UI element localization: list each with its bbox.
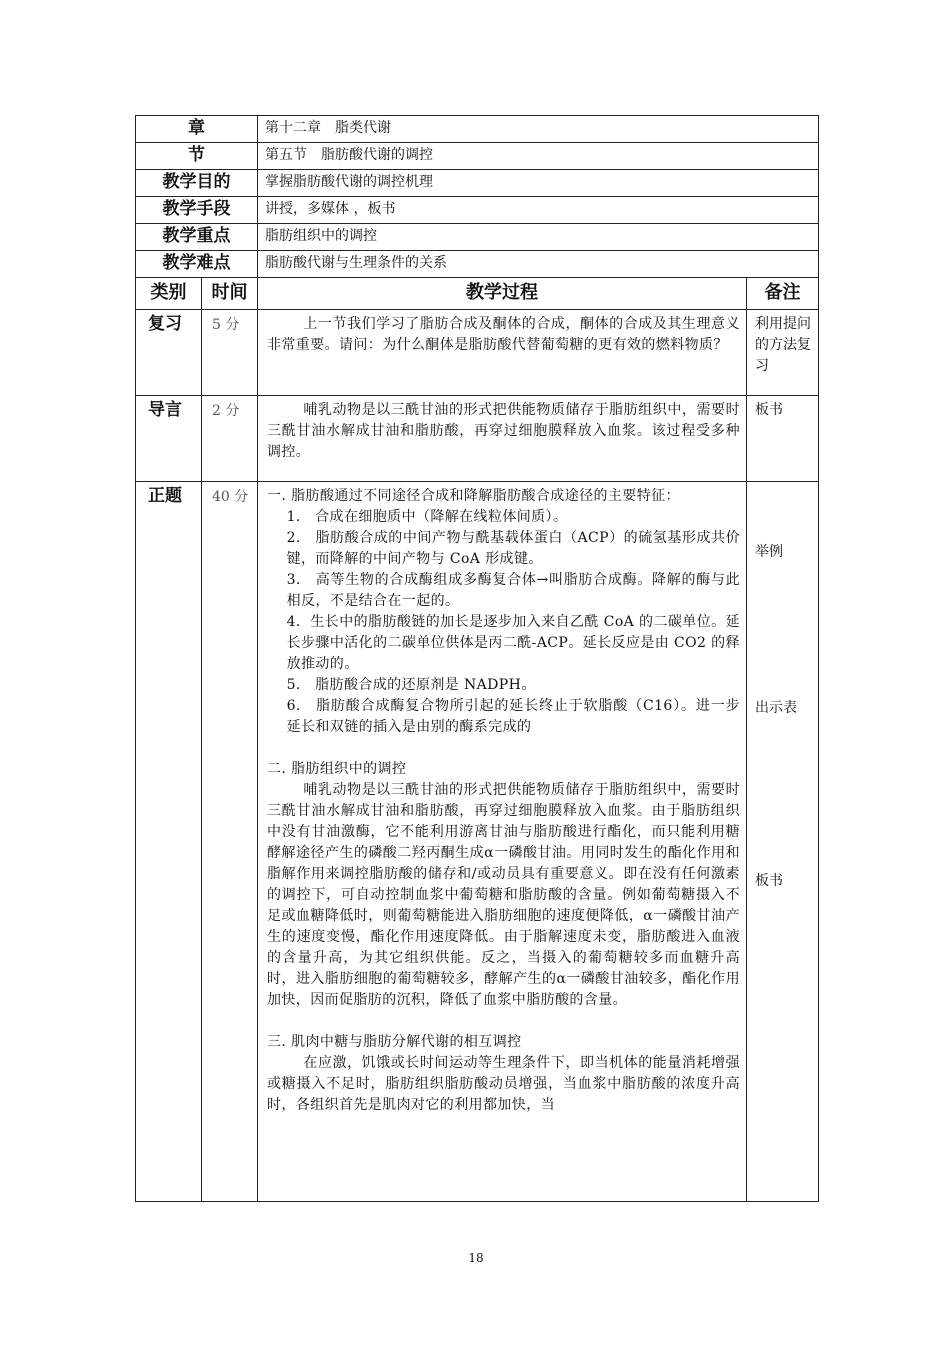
section-3-title: 三. 肌肉中糖与脂肪分解代谢的相互调控 bbox=[267, 1034, 522, 1050]
focus-value: 脂肪组织中的调控 bbox=[258, 224, 819, 251]
feature-item-3: 3. 高等生物的合成酶组成多酶复合体→叫脂肪合成酶。降解的酶与此相反，不是结合在一起的。 bbox=[286, 572, 740, 609]
review-category: 复习 bbox=[136, 310, 202, 396]
note-table: 出示表 bbox=[755, 700, 797, 716]
intro-time: 2 分 bbox=[202, 396, 258, 482]
intro-text: 哺乳动物是以三酰甘油的形式把供能物质储存于脂肪组织中，需要时三酰甘油水解成甘油和脂肪酸，再穿过细胞膜释放入血浆。该过程受多种调控。 bbox=[267, 402, 740, 460]
chapter-value: 第十二章 脂类代谢 bbox=[258, 116, 819, 143]
focus-label: 教学重点 bbox=[136, 224, 258, 251]
section-3-text: 在应激，饥饿或长时间运动等生理条件下，即当机体的能量消耗增强或糖摄入不足时，脂肪组织脂肪酸动员增强，当血浆中脂肪酸的浓度升高时，各组织首先是肌肉对它的利用都加快，当 bbox=[267, 1055, 740, 1113]
section-2-title: 二. 脂肪组织中的调控 bbox=[267, 761, 407, 777]
column-header-time: 时间 bbox=[202, 278, 258, 310]
intro-process bbox=[258, 396, 747, 482]
means-value: 讲授，多媒体 ，板书 bbox=[258, 197, 819, 224]
goal-value: 掌握脂肪酸代谢的调控机理 bbox=[258, 170, 819, 197]
note-board: 板书 bbox=[755, 873, 783, 889]
lesson-plan-table bbox=[135, 115, 819, 1202]
page-number: 18 bbox=[468, 1251, 484, 1265]
review-time: 5 分 bbox=[202, 310, 258, 396]
difficulty-label: 教学难点 bbox=[136, 251, 258, 278]
section-value: 第五节 脂肪酸代谢的调控 bbox=[258, 143, 819, 170]
main-category: 正题 bbox=[136, 482, 202, 1202]
main-time: 40 分 bbox=[202, 482, 258, 1202]
goal-label: 教学目的 bbox=[136, 170, 258, 197]
column-header-process: 教学过程 bbox=[258, 278, 747, 310]
review-process bbox=[258, 310, 747, 396]
feature-item-4: 4．生长中的脂肪酸链的加长是逐步加入来自乙酰 CoA 的二碳单位。延长步骤中活化的二碳单位供体是丙二酰-ACP。延长反应是由 CO2 的释放推动的。 bbox=[286, 614, 740, 672]
feature-item-6: 6. 脂肪酸合成酶复合物所引起的延长终止于软脂酸（C16）。进一步延长和双链的插入是由别的酶系完成的 bbox=[286, 698, 740, 735]
review-note: 利用提问的方法复习 bbox=[747, 310, 819, 396]
review-text: 上一节我们学习了脂肪合成及酮体的合成，酮体的合成及其生理意义非常重要。请问：为什么酮体是脂肪酸代替葡萄糖的更有效的燃料物质？ bbox=[267, 316, 740, 353]
section-label: 节 bbox=[136, 143, 258, 170]
column-header-category: 类别 bbox=[136, 278, 202, 310]
feature-item-2: 2. 脂肪酸合成的中间产物与酰基载体蛋白（ACP）的硫氢基形成共价键，而降解的中间产物与 CoA 形成键。 bbox=[286, 530, 740, 567]
column-header-note: 备注 bbox=[747, 278, 819, 310]
feature-list bbox=[267, 507, 740, 738]
section-1-title: 一. 脂肪酸通过不同途径合成和降解脂肪酸合成途径的主要特征： bbox=[267, 488, 680, 504]
difficulty-value: 脂肪酸代谢与生理条件的关系 bbox=[258, 251, 819, 278]
note-example: 举例 bbox=[755, 544, 783, 560]
intro-note: 板书 bbox=[747, 396, 819, 482]
chapter-label: 章 bbox=[136, 116, 258, 143]
section-2-text: 哺乳动物是以三酰甘油的形式把供能物质储存于脂肪组织中，需要时三酰甘油水解成甘油和脂肪酸，再穿过细胞膜释放入血浆。由于脂肪组织中没有甘油激酶，它不能利用游离甘油与脂肪酸进行酯化，而只能利用糖酵解途径产生的磷酸二羟丙酮生成α一磷酸甘油。用同时发生的酯化作用和脂解作用来调控脂肪酸的储存和/或动员具有重要意义。即在没有任何激素的调控下，可自动控制血浆中葡萄糖和脂肪酸的含量。例如葡萄糖摄入不足或血糖降低时，则葡萄糖能进入脂肪细胞的速度便降低，α一磷酸甘油产生的速度变慢，酯化作用速度降低。由于脂解速度未变，脂肪酸进入血液的含量升高，为其它组织供能。反之，当摄入的葡萄糖较多而血糖升高时，进入脂肪细胞的葡萄糖较多，酵解产生的α一磷酸甘油较多，酯化作用加快，因而促脂肪的沉积，降低了血浆中脂肪酸的含量。 bbox=[267, 782, 740, 1008]
feature-item-5: 5. 脂肪酸合成的还原剂是 NADPH。 bbox=[286, 677, 536, 693]
means-label: 教学手段 bbox=[136, 197, 258, 224]
main-process bbox=[258, 482, 747, 1202]
main-note bbox=[747, 482, 819, 1202]
intro-category: 导言 bbox=[136, 396, 202, 482]
feature-item-1: 1. 合成在细胞质中（降解在线粒体间质）。 bbox=[286, 509, 568, 525]
